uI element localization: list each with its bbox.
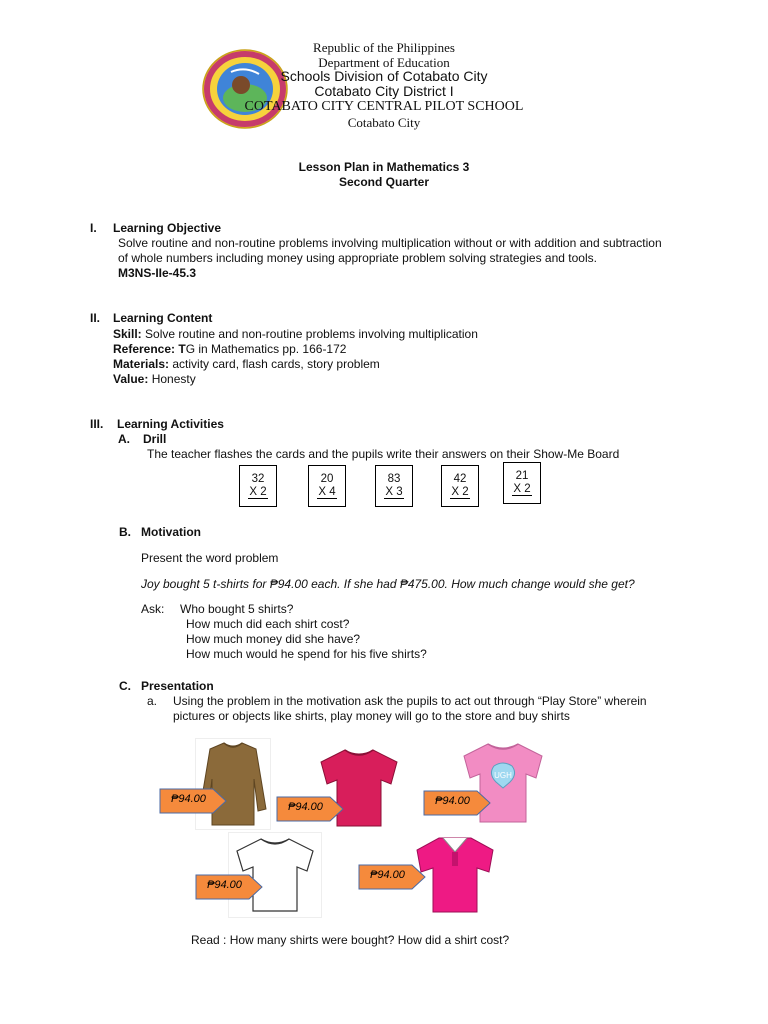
motivation-heading: Motivation bbox=[141, 525, 201, 539]
question-item: How much would he spend for his five shirts? bbox=[186, 647, 427, 661]
section-2-heading: Learning Content bbox=[113, 311, 213, 325]
drill-letter: A. bbox=[118, 432, 130, 446]
reference-label: Reference: T bbox=[113, 342, 186, 356]
objective-line-1: Solve routine and non-routine problems involving multiplication without or with addition and subtraction bbox=[118, 236, 662, 250]
price-tag bbox=[358, 864, 426, 890]
flash-card-top: 42 bbox=[453, 473, 467, 485]
presentation-line-1: Using the problem in the motivation ask the pupils to act out through “Play Store” wherein bbox=[173, 694, 647, 708]
flash-card-top: 32 bbox=[251, 473, 265, 485]
question-item: How much money did she have? bbox=[186, 632, 361, 646]
flash-card-bottom: X 4 bbox=[318, 486, 336, 498]
flash-card bbox=[441, 465, 479, 507]
question-item: How much did each shirt cost? bbox=[186, 617, 350, 631]
flash-card-bottom: X 2 bbox=[513, 483, 531, 495]
read-question: Read : How many shirts were bought? How did a shirt cost? bbox=[191, 933, 510, 947]
motivation-text: Present the word problem bbox=[141, 551, 279, 565]
header-city: Cotabato City bbox=[347, 115, 421, 130]
header-department: Department of Education bbox=[318, 55, 450, 70]
price-tag bbox=[276, 796, 344, 822]
value-row bbox=[113, 372, 196, 387]
price-tag-label: ₱94.00 bbox=[288, 801, 323, 813]
drill-heading: Drill bbox=[143, 432, 167, 446]
price-tag bbox=[423, 790, 491, 816]
flash-card bbox=[308, 465, 346, 507]
flash-card-bottom: X 2 bbox=[249, 486, 267, 498]
brown-shirt-image bbox=[195, 738, 271, 830]
price-tag-label: ₱94.00 bbox=[435, 795, 470, 807]
header-division: Schools Division of Cotabato City bbox=[280, 68, 488, 84]
price-tag-label: ₱94.00 bbox=[207, 879, 242, 891]
value-text: Honesty bbox=[151, 372, 196, 386]
header-district: Cotabato City District I bbox=[314, 83, 454, 99]
flash-card bbox=[239, 465, 277, 507]
materials-row bbox=[113, 357, 380, 372]
materials-label: Materials: bbox=[113, 357, 170, 371]
flash-card-bottom: X 3 bbox=[385, 486, 403, 498]
skill-row bbox=[113, 327, 478, 342]
section-3-number: III. bbox=[90, 417, 104, 431]
flash-card bbox=[375, 465, 413, 507]
skill-label: Skill: bbox=[113, 327, 142, 341]
presentation-letter: C. bbox=[119, 679, 131, 693]
section-2-number: II. bbox=[90, 311, 101, 325]
word-problem: Joy bought 5 t-shirts for ₱94.00 each. If she had ₱475.00. How much change would she get? bbox=[141, 577, 635, 591]
drill-text: The teacher flashes the cards and the pupils write their answers on their Show-Me Board bbox=[147, 447, 620, 461]
flash-card-top: 21 bbox=[515, 470, 529, 482]
presentation-item-letter: a. bbox=[147, 694, 158, 708]
reference-row bbox=[113, 342, 346, 357]
flash-card-bottom: X 2 bbox=[451, 486, 469, 498]
presentation-line-2: pictures or objects like shirts, play money will go to the store and buy shirts bbox=[173, 709, 570, 723]
lesson-quarter: Second Quarter bbox=[338, 175, 430, 189]
section-1-heading: Learning Objective bbox=[113, 221, 222, 235]
price-tag bbox=[159, 788, 227, 814]
lesson-title: Lesson Plan in Mathematics 3 bbox=[298, 160, 470, 174]
price-tag bbox=[195, 874, 263, 900]
section-3-heading: Learning Activities bbox=[117, 417, 224, 431]
price-tag-label: ₱94.00 bbox=[171, 793, 206, 805]
shirt-print-text: UGH bbox=[494, 771, 512, 780]
skill-text: Solve routine and non-routine problems involving multiplication bbox=[145, 327, 478, 341]
value-label: Value: bbox=[113, 372, 149, 386]
competency-code: M3NS-IIe-45.3 bbox=[118, 266, 197, 280]
section-1-number: I. bbox=[90, 221, 97, 235]
price-tag-label: ₱94.00 bbox=[370, 869, 405, 881]
header-republic: Republic of the Philippines bbox=[313, 40, 455, 55]
flash-card bbox=[503, 462, 541, 504]
flash-card-top: 83 bbox=[387, 473, 401, 485]
header-school: COTABATO CITY CENTRAL PILOT SCHOOL bbox=[244, 99, 524, 114]
presentation-heading: Presentation bbox=[141, 679, 214, 693]
flash-card-top: 20 bbox=[320, 473, 334, 485]
reference-text: G in Mathematics pp. 166-172 bbox=[185, 342, 347, 356]
ask-label: Ask: bbox=[141, 602, 165, 616]
objective-line-2: of whole numbers including money using appropriate problem solving strategies and tools. bbox=[118, 251, 597, 265]
motivation-letter: B. bbox=[119, 525, 131, 539]
materials-text: activity card, flash cards, story problem bbox=[172, 357, 380, 371]
question-item: Who bought 5 shirts? bbox=[180, 602, 294, 616]
